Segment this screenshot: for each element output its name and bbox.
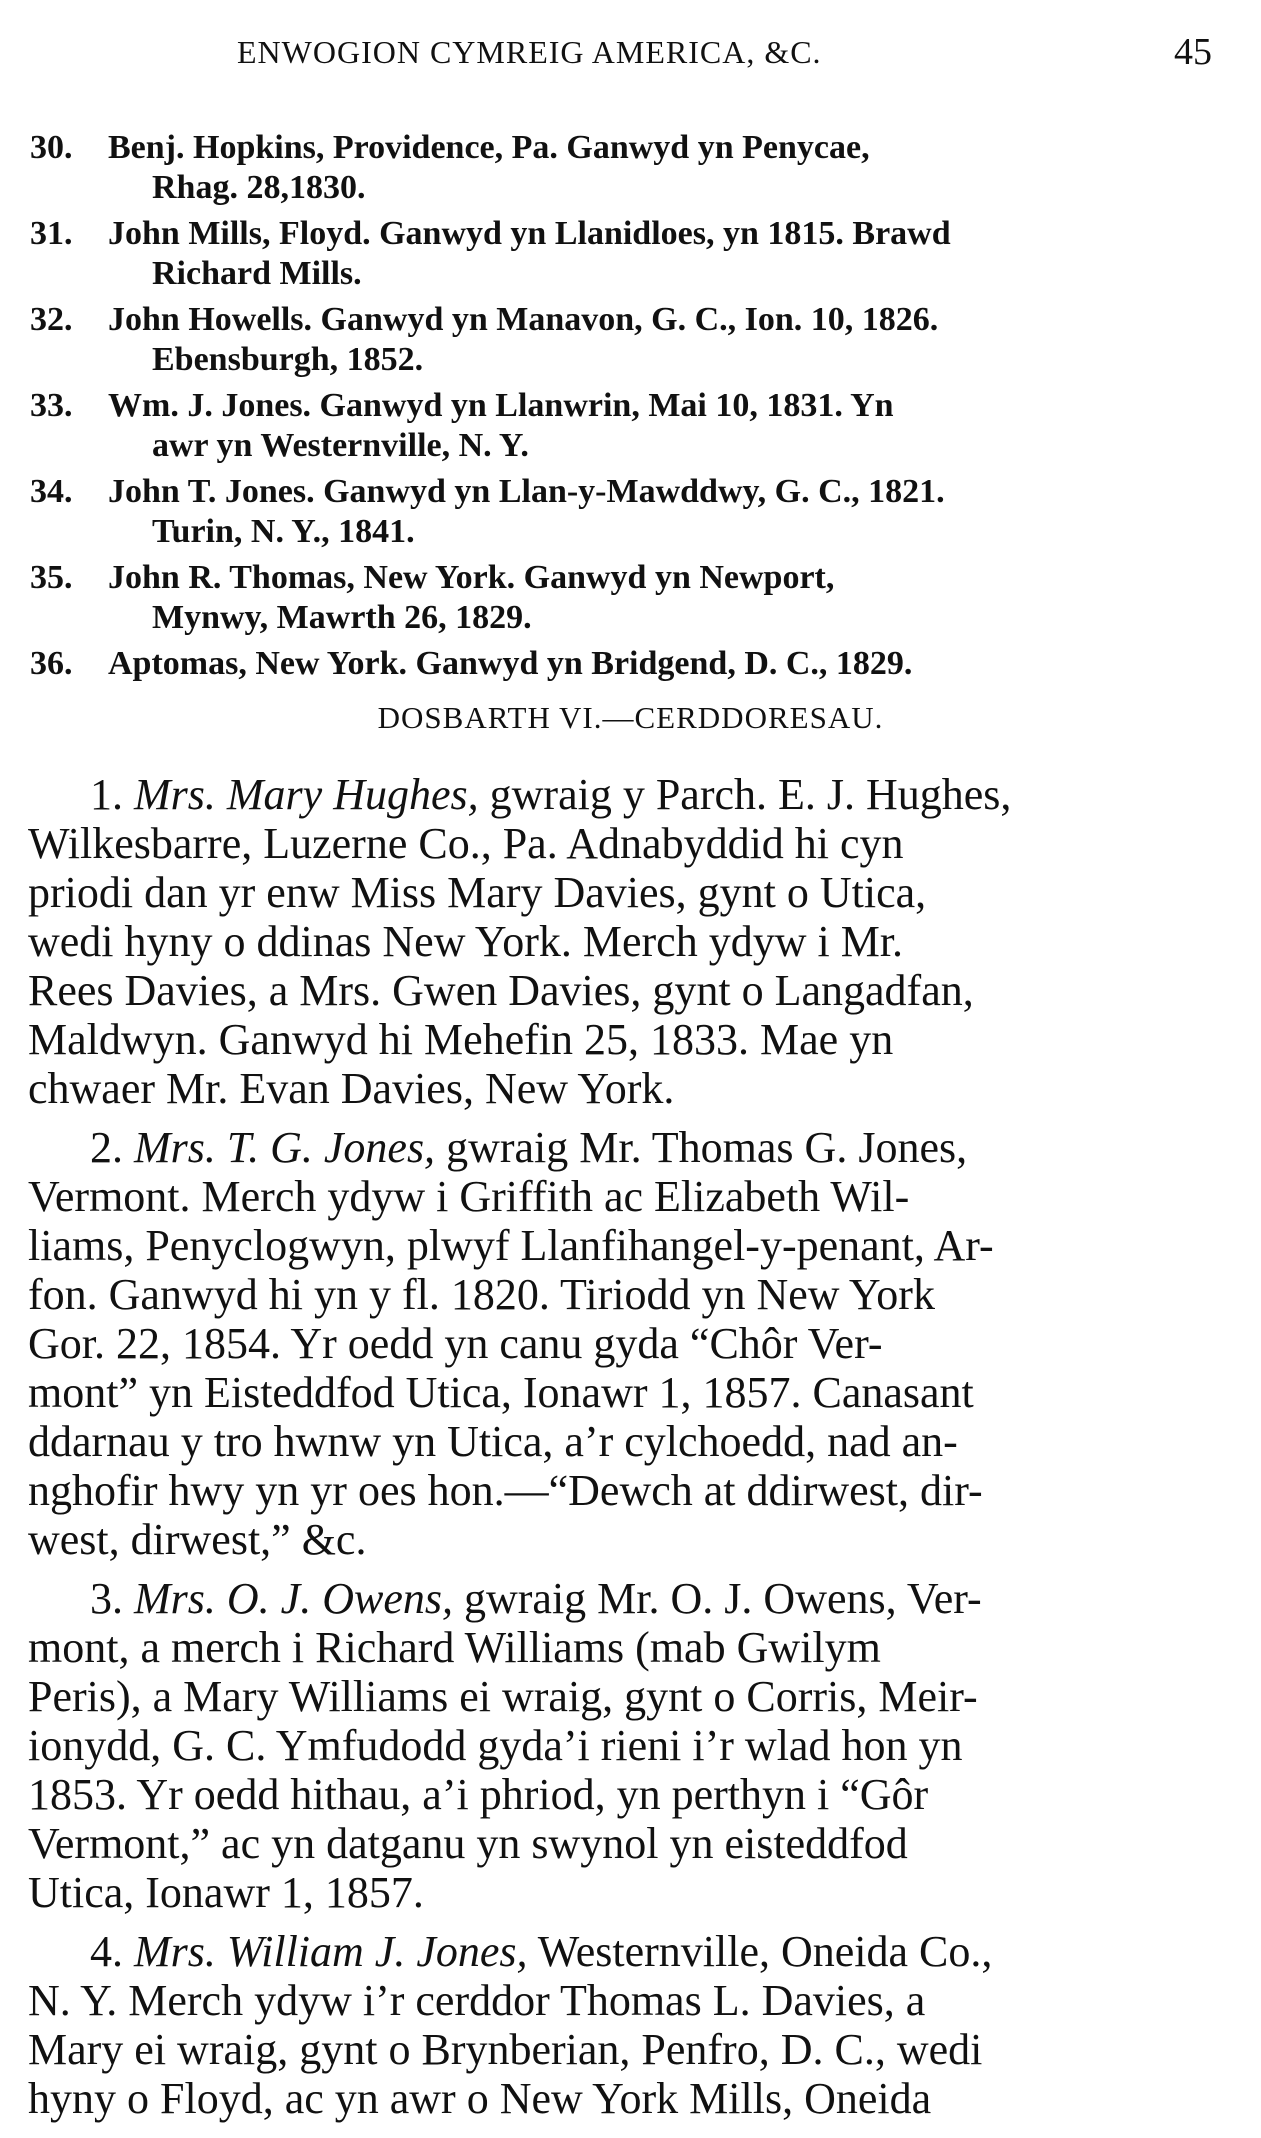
person-name: Mrs. T. G. Jones, xyxy=(134,1123,436,1172)
paragraph-line: N. Y. Merch ydyw i’r cerddor Thomas L. Davies, a xyxy=(28,1976,926,2025)
biography-paragraphs xyxy=(28,770,1208,2133)
entry-continuation: Mynwy, Mawrth 26, 1829. xyxy=(152,599,532,636)
numbered-entry-list xyxy=(30,128,1220,690)
list-item xyxy=(30,128,1220,208)
entry-continuation: Ebensburgh, 1852. xyxy=(152,341,424,378)
paragraph-line: mont, a merch i Richard Williams (mab Gwilym xyxy=(28,1623,881,1672)
person-name: Mrs. O. J. Owens, xyxy=(134,1574,453,1623)
entry-continuation: awr yn Westernville, N. Y. xyxy=(152,427,529,464)
paragraph-line: Westernville, Oneida Co., xyxy=(537,1927,993,1976)
entry-text: Wm. J. Jones. Ganwyd yn Llanwrin, Mai 10, 1831. Yn xyxy=(108,387,894,424)
person-name: Mrs. Mary Hughes, xyxy=(134,770,479,819)
paragraph xyxy=(28,770,1208,1113)
paragraph-line: fon. Ganwyd hi yn y fl. 1820. Tiriodd yn New York xyxy=(28,1270,935,1319)
entry-text: John Mills, Floyd. Ganwyd yn Llanidloes, yn 1815. Brawd xyxy=(108,215,951,252)
entry-text: John Howells. Ganwyd yn Manavon, G. C., Ion. 10, 1826. xyxy=(108,301,939,338)
paragraph-number: 1. xyxy=(90,770,123,819)
paragraph-line: Utica, Ionawr 1, 1857. xyxy=(28,1868,424,1917)
entry-continuation: Rhag. 28,1830. xyxy=(152,169,366,206)
paragraph-line: liams, Penyclogwyn, plwyf Llanfihangel-y-penant, Ar- xyxy=(28,1221,994,1270)
paragraph-line: gwraig y Parch. E. J. Hughes, xyxy=(489,770,1012,819)
paragraph xyxy=(28,1574,1208,1917)
list-item xyxy=(30,300,1220,380)
paragraph-line: gwraig Mr. Thomas G. Jones, xyxy=(446,1123,968,1172)
paragraph-line: Vermont. Merch ydyw i Griffith ac Elizabeth Wil- xyxy=(28,1172,910,1221)
paragraph-line: chwaer Mr. Evan Davies, New York. xyxy=(28,1064,675,1113)
list-item xyxy=(30,386,1220,466)
paragraph-number: 4. xyxy=(90,1927,123,1976)
running-header xyxy=(237,30,1212,80)
paragraph xyxy=(28,1123,1208,1564)
paragraph-line: priodi dan yr enw Miss Mary Davies, gynt o Utica, xyxy=(28,868,927,917)
paragraph-number: 3. xyxy=(90,1574,123,1623)
list-item xyxy=(30,644,1220,684)
page-number: 45 xyxy=(1174,31,1212,73)
section-heading: DOSBARTH VI.—CERDDORESAU. xyxy=(377,700,884,735)
entry-continuation: Richard Mills. xyxy=(152,255,362,292)
paragraph-line: hyny o Floyd, ac yn awr o New York Mills, Oneida xyxy=(28,2074,932,2123)
entry-text: Aptomas, New York. Ganwyd yn Bridgend, D. C., 1829. xyxy=(108,645,913,682)
list-item xyxy=(30,558,1220,638)
list-item xyxy=(30,214,1220,294)
running-title: ENWOGION CYMREIG AMERICA, &C. xyxy=(237,34,822,70)
paragraph-number: 2. xyxy=(90,1123,123,1172)
paragraph-line: gwraig Mr. O. J. Owens, Ver- xyxy=(463,1574,982,1623)
paragraph-line: west, dirwest,” &c. xyxy=(28,1515,367,1564)
paragraph-line: wedi hyny o ddinas New York. Merch ydyw i Mr. xyxy=(28,917,904,966)
entry-number: 35. xyxy=(30,559,73,596)
paragraph-line: Gor. 22, 1854. Yr oedd yn canu gyda “Chôr Ver- xyxy=(28,1319,883,1368)
entry-number: 31. xyxy=(30,215,73,252)
entry-number: 32. xyxy=(30,301,73,338)
entry-text: Benj. Hopkins, Providence, Pa. Ganwyd yn Penycae, xyxy=(108,129,870,166)
paragraph-line: Mary ei wraig, gynt o Brynberian, Penfro, D. C., wedi xyxy=(28,2025,983,2074)
paragraph-line: mont” yn Eisteddfod Utica, Ionawr 1, 1857. Canasant xyxy=(28,1368,974,1417)
person-name: Mrs. William J. Jones, xyxy=(134,1927,528,1976)
list-item xyxy=(30,472,1220,552)
paragraph-line: Wilkesbarre, Luzerne Co., Pa. Adnabyddid hi cyn xyxy=(28,819,904,868)
paragraph xyxy=(28,1927,1208,2123)
entry-continuation: Turin, N. Y., 1841. xyxy=(152,513,415,550)
entry-text: John R. Thomas, New York. Ganwyd yn Newport, xyxy=(108,559,835,596)
entry-text: John T. Jones. Ganwyd yn Llan-y-Mawddwy, G. C., 1821. xyxy=(108,473,945,510)
entry-number: 36. xyxy=(30,645,73,682)
paragraph-line: ionydd, G. C. Ymfudodd gyda’i rieni i’r wlad hon yn xyxy=(28,1721,963,1770)
entry-number: 33. xyxy=(30,387,73,424)
paragraph-line: Peris), a Mary Williams ei wraig, gynt o Corris, Meir- xyxy=(28,1672,978,1721)
paragraph-line: Maldwyn. Ganwyd hi Mehefin 25, 1833. Mae yn xyxy=(28,1015,894,1064)
paragraph-line: 1853. Yr oedd hithau, a’i phriod, yn perthyn i “Gôr xyxy=(28,1770,929,1819)
entry-number: 30. xyxy=(30,129,73,166)
paragraph-line: ddarnau y tro hwnw yn Utica, a’r cylchoedd, nad an- xyxy=(28,1417,958,1466)
entry-number: 34. xyxy=(30,473,73,510)
paragraph-line: Rees Davies, a Mrs. Gwen Davies, gynt o Langadfan, xyxy=(28,966,974,1015)
paragraph-line: Vermont,” ac yn datganu yn swynol yn eisteddfod xyxy=(28,1819,908,1868)
paragraph-line: nghofir hwy yn yr oes hon.—“Dewch at ddirwest, dir- xyxy=(28,1466,983,1515)
